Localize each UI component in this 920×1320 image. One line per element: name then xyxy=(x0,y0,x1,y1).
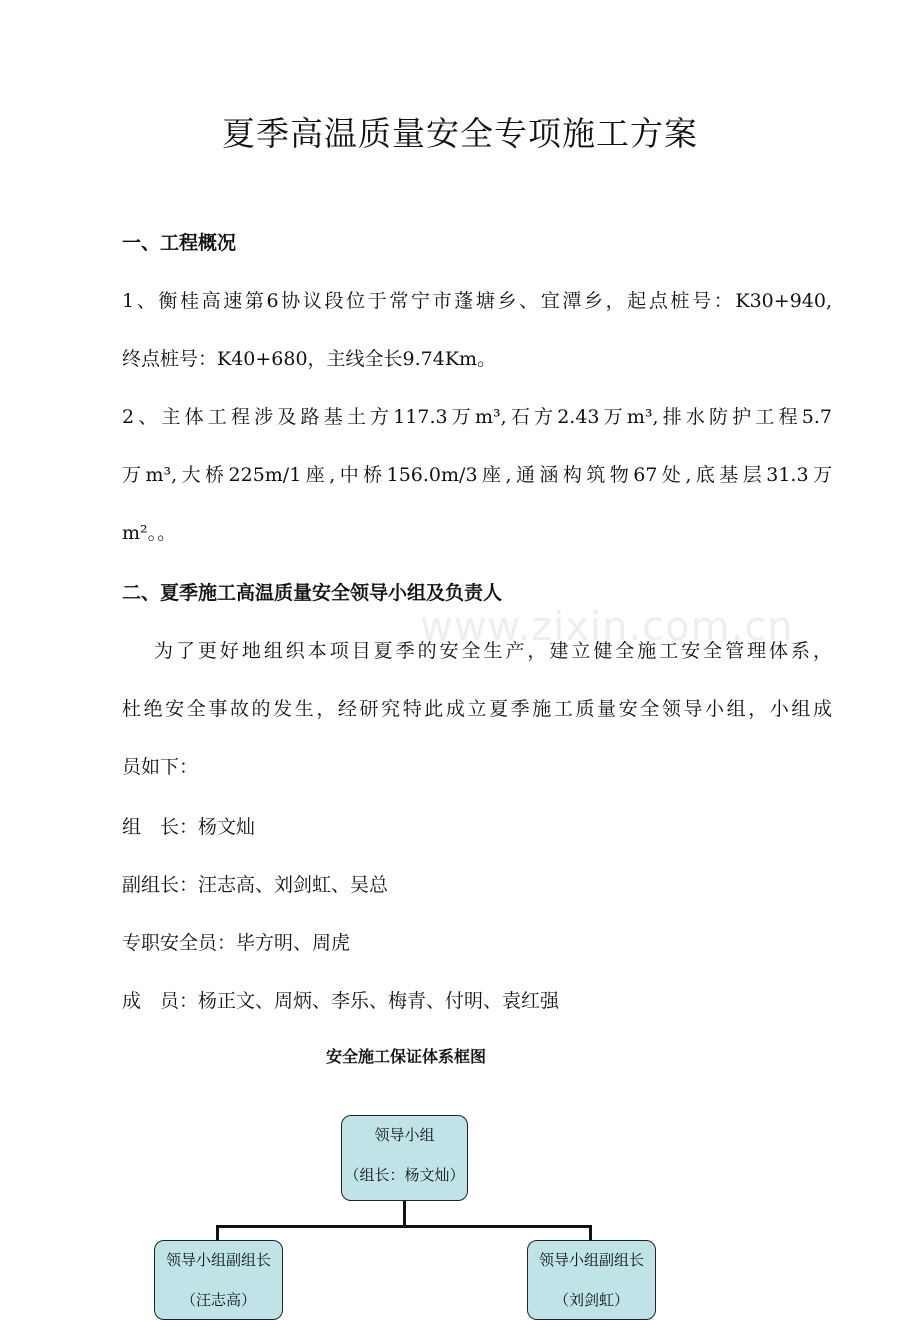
org-box-deputy-right xyxy=(527,1240,656,1320)
document-title: 夏季高温质量安全专项施工方案 xyxy=(222,114,698,153)
leader-line: 组 长：杨文灿 xyxy=(122,816,256,838)
overview-paragraph-2-line-1: 2、主体工程涉及路基土方117.3万m³,石方2.43万m³,排水防护工程5.7 xyxy=(122,406,832,428)
org-box-leadership-group-sublabel: （组长：杨文灿） xyxy=(344,1166,465,1184)
overview-paragraph-1-line-1: 1、衡桂高速第6协议段位于常宁市蓬塘乡、宜潭乡，起点桩号：K30+940, xyxy=(122,290,832,312)
org-connector-vertical-top xyxy=(403,1201,406,1227)
members-line: 成 员：杨正文、周炳、李乐、梅青、付明、袁红强 xyxy=(122,990,560,1012)
org-connector-left-drop xyxy=(216,1225,219,1241)
leadership-intro-line-1: 为了更好地组织本项目夏季的安全生产，建立健全施工安全管理体系， xyxy=(154,640,832,662)
overview-paragraph-1-line-2: 终点桩号：K40+680，主线全长9.74Km。 xyxy=(122,348,497,370)
org-box-deputy-left xyxy=(154,1240,283,1320)
org-connector-right-drop xyxy=(589,1225,592,1241)
leadership-intro-line-3: 员如下： xyxy=(122,756,199,778)
overview-paragraph-2-line-2: 万m³,大桥225m/1座,中桥156.0m/3座,通涵构筑物67处,底基层31.3万 xyxy=(122,464,832,486)
org-chart-title: 安全施工保证体系框图 xyxy=(325,1047,486,1066)
org-box-leadership-group xyxy=(341,1115,468,1201)
overview-paragraph-2-line-3: m²。。 xyxy=(122,522,177,544)
org-box-deputy-left-sublabel: （汪志高） xyxy=(180,1291,256,1309)
org-box-deputy-right-sublabel: （刘剑虹） xyxy=(553,1291,629,1309)
section-heading-leadership: 二、夏季施工高温质量安全领导小组及负责人 xyxy=(122,582,503,604)
safety-officer-line: 专职安全员：毕方明、周虎 xyxy=(122,932,351,954)
section-heading-overview: 一、工程概况 xyxy=(122,232,237,254)
org-box-deputy-left-label: 领导小组副组长 xyxy=(165,1251,271,1269)
leadership-intro-line-2: 杜绝安全事故的发生，经研究特此成立夏季施工质量安全领导小组，小组成 xyxy=(122,698,832,720)
org-box-leadership-group-label: 领导小组 xyxy=(374,1126,435,1144)
watermark-text: www.zixin.com.cn xyxy=(420,604,794,650)
org-connector-horizontal xyxy=(216,1225,592,1228)
org-box-deputy-right-label: 领导小组副组长 xyxy=(538,1251,644,1269)
deputy-leader-line: 副组长：汪志高、刘剑虹、吴总 xyxy=(122,874,389,896)
